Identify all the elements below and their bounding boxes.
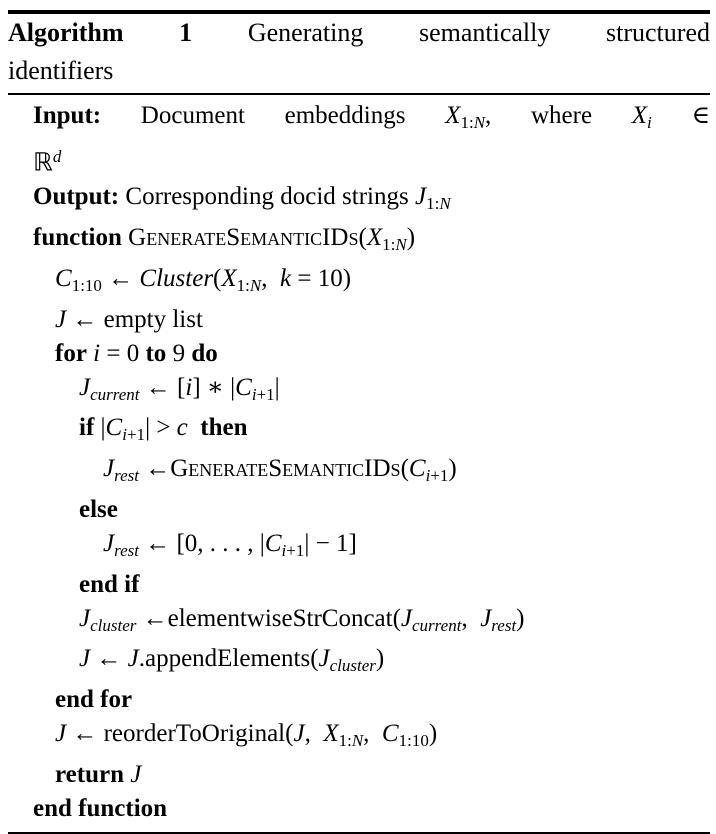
- text-segment: i: [647, 112, 652, 132]
- algo-line-4: [8, 262, 710, 303]
- algo-line-7: [8, 371, 710, 412]
- text-segment: rest: [114, 540, 139, 560]
- text-segment: J: [55, 720, 67, 747]
- algo-line-2: [8, 180, 710, 221]
- text-segment: C: [381, 720, 399, 747]
- text-segment: i: [281, 540, 287, 560]
- text-segment: ): [406, 224, 416, 251]
- text-segment: J: [127, 645, 139, 673]
- text-segment: ← [: [139, 373, 186, 401]
- text-segment: rest: [491, 615, 517, 635]
- text-segment: Algorithm 1: [8, 18, 193, 47]
- text-segment: ←: [138, 455, 171, 482]
- text-segment: k: [279, 264, 292, 292]
- text-segment: = 0: [100, 339, 146, 367]
- algo-line-16: [8, 717, 710, 758]
- text-segment: ←: [101, 264, 140, 292]
- text-segment: 1:: [236, 275, 250, 295]
- text-segment: if: [79, 414, 95, 442]
- text-segment: 9: [166, 339, 192, 367]
- text-segment: .appendElements(: [138, 645, 319, 673]
- algo-line-10: [8, 493, 710, 527]
- text-segment: J: [55, 305, 67, 333]
- caption-line-0: [8, 14, 710, 52]
- text-segment: J: [103, 529, 115, 557]
- algo-line-18: [8, 792, 710, 826]
- text-segment: 1:10: [71, 275, 102, 295]
- algo-line-11: [8, 527, 710, 568]
- text-segment: J: [414, 183, 427, 211]
- text-segment: 1:: [460, 112, 474, 132]
- text-segment: to: [145, 339, 167, 367]
- text-segment: ←: [90, 645, 128, 673]
- text-segment: C: [408, 455, 426, 482]
- text-segment: end for: [55, 686, 133, 713]
- algo-line-0: [8, 99, 710, 140]
- text-segment: J: [79, 645, 91, 673]
- text-segment: cluster: [329, 656, 376, 675]
- text-segment: [188, 414, 201, 441]
- text-segment: X: [323, 720, 339, 747]
- text-segment: |: [274, 373, 280, 401]
- text-segment: current: [90, 384, 140, 404]
- algo-line-13: [8, 602, 710, 643]
- text-segment: (: [400, 455, 409, 482]
- text-segment: (: [358, 224, 367, 251]
- text-segment: X: [631, 102, 648, 129]
- text-segment: C: [264, 529, 282, 557]
- text-segment: Cluster: [139, 264, 214, 292]
- text-segment: do: [191, 339, 218, 367]
- text-segment: 1:10: [398, 730, 429, 750]
- text-segment: X: [366, 224, 383, 251]
- text-segment: J: [130, 760, 142, 788]
- header-rule: [8, 93, 710, 95]
- text-segment: then: [200, 414, 248, 442]
- text-segment: ←elementwiseStrConcat(: [136, 604, 401, 632]
- algo-line-5: [8, 303, 710, 337]
- text-segment: | − 1]: [304, 529, 357, 557]
- text-segment: ): [375, 645, 385, 673]
- text-segment: C: [235, 373, 252, 401]
- text-segment: Generating semantically structured: [192, 18, 710, 47]
- text-segment: ,: [461, 604, 481, 632]
- text-segment: X: [221, 264, 237, 292]
- algo-line-15: [8, 683, 710, 717]
- text-segment: rest: [114, 465, 139, 485]
- text-segment: current: [412, 615, 462, 635]
- text-segment: , where: [485, 102, 632, 129]
- text-segment: C: [105, 414, 123, 442]
- text-segment: C: [55, 264, 72, 292]
- text-segment: ] ∗ |: [192, 373, 236, 401]
- text-segment: Input:: [33, 102, 102, 129]
- text-segment: N: [473, 112, 486, 132]
- text-segment: (: [213, 264, 222, 292]
- text-segment: ← reorderToOriginal(: [66, 720, 294, 747]
- text-segment: else: [79, 495, 118, 523]
- text-segment: ,: [363, 720, 382, 747]
- text-segment: N: [249, 275, 262, 295]
- caption-line-1: [8, 52, 710, 90]
- text-segment: i: [93, 339, 101, 367]
- algo-line-9: [8, 452, 710, 493]
- text-segment: X: [445, 102, 461, 129]
- text-segment: d: [52, 146, 62, 166]
- text-segment: 1:: [426, 194, 440, 213]
- text-segment: ): [428, 720, 438, 747]
- text-segment: J: [318, 645, 330, 673]
- text-segment: J: [103, 455, 115, 482]
- algorithm-caption: [8, 14, 710, 90]
- text-segment: +1: [430, 465, 449, 485]
- algo-line-3: [8, 221, 710, 262]
- text-segment: cluster: [90, 615, 137, 635]
- text-segment: +1: [256, 384, 275, 404]
- text-segment: i: [251, 384, 257, 404]
- text-segment: N: [395, 234, 407, 254]
- text-segment: end if: [79, 570, 140, 598]
- text-segment: GenerateSemanticIDs: [128, 224, 359, 251]
- text-segment: i: [185, 373, 193, 401]
- algo-line-8: [8, 411, 710, 452]
- text-segment: N: [439, 194, 451, 213]
- text-segment: +1: [286, 540, 305, 560]
- text-segment: ∈: [651, 102, 710, 129]
- text-segment: ← empty list: [66, 305, 203, 333]
- text-segment: end function: [33, 794, 168, 822]
- text-segment: 1:: [338, 730, 352, 750]
- text-segment: c: [176, 414, 188, 442]
- text-segment: i: [425, 465, 431, 485]
- text-segment: | >: [145, 414, 177, 442]
- algo-line-14: [8, 642, 710, 683]
- algorithm-body: [8, 99, 710, 826]
- text-segment: +1: [126, 425, 146, 444]
- text-segment: Output:: [33, 183, 120, 211]
- text-segment: J: [480, 604, 492, 632]
- text-segment: ,: [261, 264, 280, 292]
- text-segment: function: [33, 224, 122, 251]
- algo-line-6: [8, 337, 710, 371]
- algo-line-12: [8, 568, 710, 602]
- text-segment: ,: [304, 720, 324, 747]
- bottom-rule: [8, 832, 710, 834]
- text-segment: identifiers: [8, 56, 114, 85]
- text-segment: |: [94, 414, 106, 442]
- text-segment: J: [400, 604, 413, 632]
- text-segment: GenerateSemanticIDs: [170, 455, 401, 482]
- text-segment: for: [55, 339, 87, 367]
- text-segment: = 10): [291, 264, 352, 292]
- algo-line-1: [8, 140, 710, 181]
- text-segment: ← [0, . . . , |: [138, 529, 265, 557]
- text-segment: ): [516, 604, 525, 632]
- text-segment: J: [79, 604, 91, 632]
- text-segment: 1:: [382, 234, 396, 254]
- text-segment: ): [448, 455, 457, 482]
- algo-line-17: [8, 758, 710, 792]
- text-segment: return: [55, 760, 124, 788]
- text-segment: J: [293, 720, 305, 747]
- text-segment: Corresponding docid strings: [119, 183, 415, 211]
- text-segment: i: [122, 425, 127, 444]
- text-segment: N: [351, 730, 364, 750]
- text-segment: Document embeddings: [101, 102, 446, 129]
- text-segment: J: [79, 373, 91, 401]
- text-segment: ℝ: [33, 147, 53, 177]
